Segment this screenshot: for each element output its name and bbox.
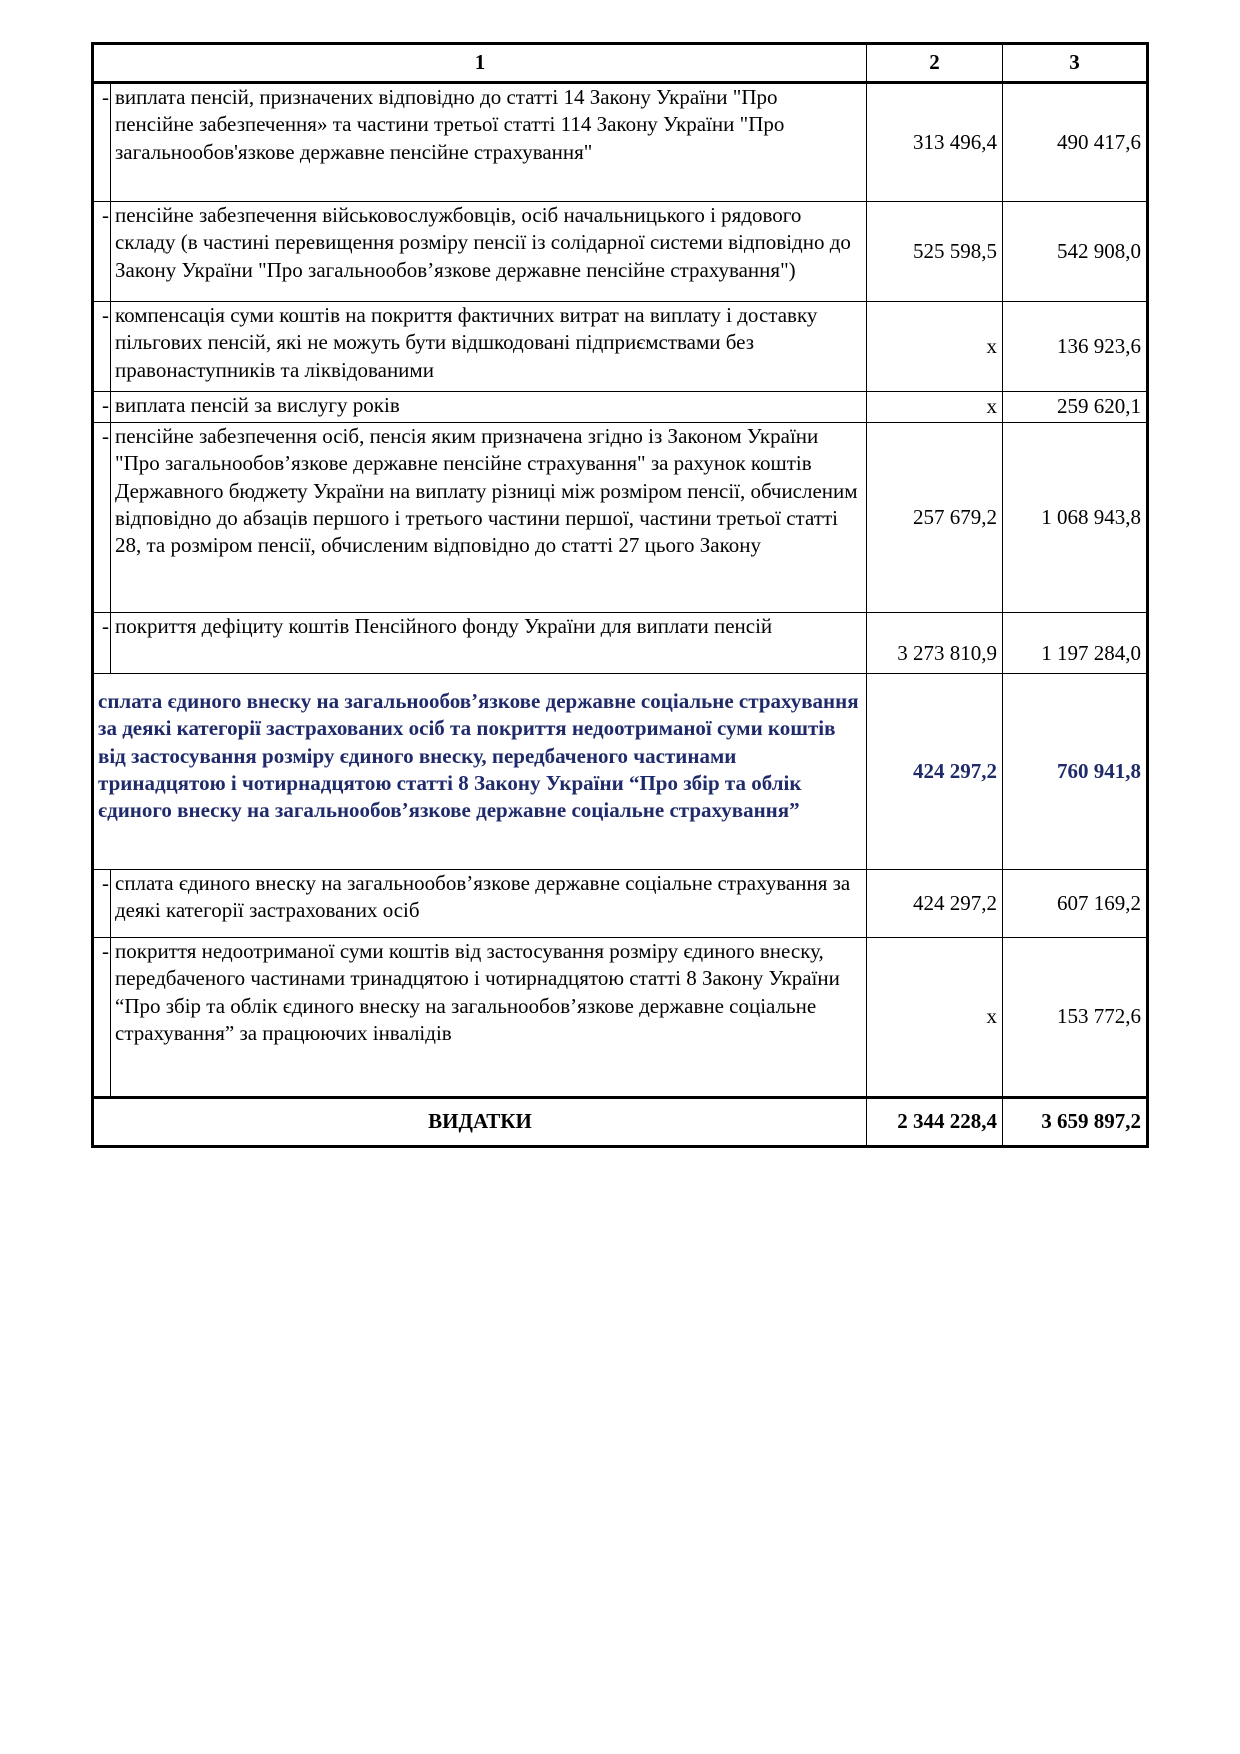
row-description: покриття недоотриманої суми коштів від застосування розміру єдиного внеску, передбаченого частинами тринадцятою і чотирнадцятою статті 8 Закону України “Про збір та облік єдиного внеску на загальнообов’язкове державне соціальне страхування” за працюючих інвалідів (111, 938, 867, 1098)
row-value-col3: 1 068 943,8 (1003, 423, 1148, 613)
table-row (93, 613, 1148, 674)
row-description-text: пенсійне забезпечення військовослужбовців, осіб начальницького і рядового складу (в частині перевищення розміру пенсії із солідарної системи відповідно до Закону України "Про загальнообов’язкове державне пенсійне страхування") (115, 203, 851, 282)
total-value-col3: 3 659 897,2 (1003, 1098, 1148, 1147)
section-value-col3: 760 941,8 (1003, 674, 1148, 870)
row-description: виплата пенсій за вислугу років (111, 392, 867, 423)
row-value-col3: 259 620,1 (1003, 392, 1148, 423)
row-value-col2: 313 496,4 (867, 83, 1003, 202)
table-row (93, 938, 1148, 1098)
row-value-col2: х (867, 938, 1003, 1098)
row-description: компенсація суми коштів на покриття фактичних витрат на виплату і доставку пільгових пенсій, які не можуть бути відшкодовані підприємствами без правонаступників та ліквідованими (111, 302, 867, 392)
row-value-col3: 153 772,6 (1003, 938, 1148, 1098)
row-value-col3: 607 169,2 (1003, 870, 1148, 938)
row-dash: - (93, 392, 111, 423)
row-dash: - (93, 613, 111, 674)
table-row (93, 423, 1148, 613)
table-row (93, 83, 1148, 202)
table-row (93, 870, 1148, 938)
row-description: виплата пенсій, призначених відповідно до статті 14 Закону України "Про пенсійне забезпечення» та частини третьої статті 114 Закону України "Про загальнообов'язкове державне пенсійне страхування" (111, 83, 867, 202)
row-dash: - (93, 870, 111, 938)
table-row (93, 392, 1148, 423)
row-value-col3: 136 923,6 (1003, 302, 1148, 392)
row-value-col3: 490 417,6 (1003, 83, 1148, 202)
row-value-col2: х (867, 302, 1003, 392)
row-dash: - (93, 202, 111, 302)
section-row (93, 674, 1148, 870)
header-row (93, 44, 1148, 83)
row-dash: - (93, 938, 111, 1098)
total-row (93, 1098, 1148, 1147)
row-description: пенсійне забезпечення осіб, пенсія яким призначена згідно із Законом України "Про загальнообов’язкове державне пенсійне страхування" за рахунок коштів Державного бюджету України на виплату різниці між розміром пенсії, обчисленим відповідно до абзаців першого і третього частини першої, частини третьої статті 28, та розміром пенсії, обчисленим відповідно до статті 27 цього Закону (111, 423, 867, 613)
row-description: покриття дефіциту коштів Пенсійного фонду України для виплати пенсій (111, 613, 867, 674)
row-value-col2: 525 598,5 (867, 202, 1003, 302)
row-value-col3: 542 908,0 (1003, 202, 1148, 302)
row-value-col2: х (867, 392, 1003, 423)
header-col-2: 2 (867, 44, 1003, 83)
table-row (93, 302, 1148, 392)
total-label: ВИДАТКИ (93, 1098, 867, 1147)
table-row (93, 202, 1148, 302)
row-description: сплата єдиного внеску на загальнообов’язкове державне соціальне страхування за деякі категорії застрахованих осіб (111, 870, 867, 938)
header-col-3: 3 (1003, 44, 1148, 83)
row-value-col2: 424 297,2 (867, 870, 1003, 938)
row-value-col3: 1 197 284,0 (1003, 613, 1148, 674)
row-dash: - (93, 302, 111, 392)
row-value-col2: 257 679,2 (867, 423, 1003, 613)
row-dash: - (93, 423, 111, 613)
row-dash: - (93, 83, 111, 202)
budget-table (91, 42, 1149, 1148)
total-value-col2: 2 344 228,4 (867, 1098, 1003, 1147)
section-value-col2: 424 297,2 (867, 674, 1003, 870)
row-value-col2: 3 273 810,9 (867, 613, 1003, 674)
section-description: сплата єдиного внеску на загальнообов’язкове державне соціальне страхування за деякі категорії застрахованих осіб та покриття недоотриманої суми коштів від застосування розміру єдиного внеску, передбаченого частинами тринадцятою і чотирнадцятою статті 8 Закону України “Про збір та облік єдиного внеску на загальнообов’язкове державне соціальне страхування” (93, 674, 867, 870)
row-description (111, 202, 867, 302)
header-col-1: 1 (93, 44, 867, 83)
